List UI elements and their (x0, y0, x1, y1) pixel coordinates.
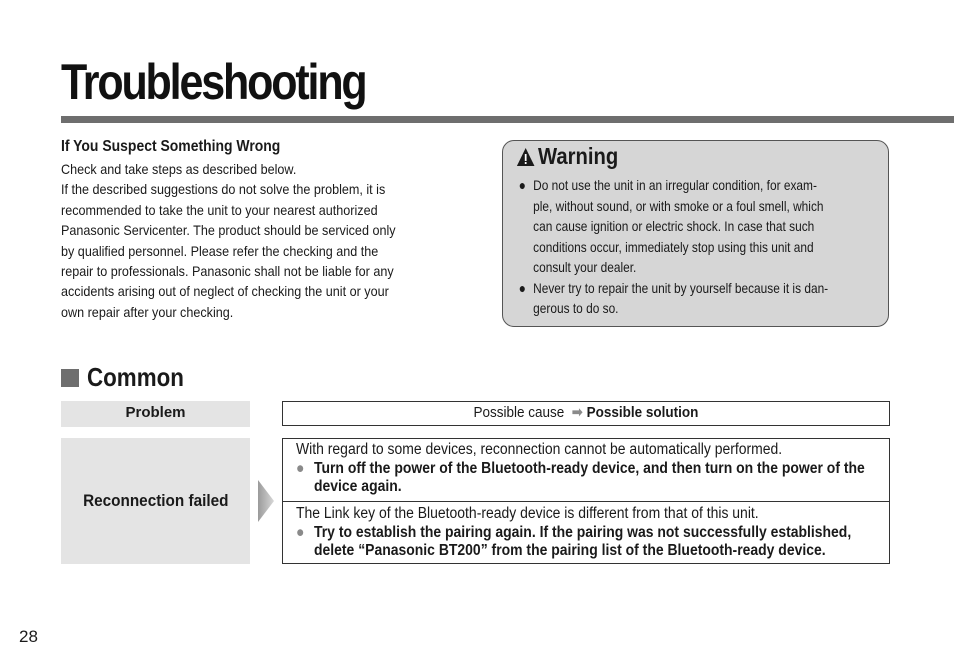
intro-line: If the described suggestions do not solve the problem, it is (61, 181, 386, 198)
possible-solution: ● Try to establish the pairing again. If the pairing was not successfully established, delete “Panasonic BT200” from the pairing list of the Bluetooth-ready device. (296, 523, 852, 559)
bullet-icon: ● (296, 459, 305, 477)
intro-section (61, 137, 441, 322)
solution-column-header (282, 401, 890, 426)
section-heading (61, 362, 200, 393)
problem-column-header: Problem (61, 401, 250, 427)
intro-line: Panasonic Servicenter. The product should be serviced only (61, 222, 396, 239)
solutions-box (282, 438, 890, 564)
solution-row (283, 501, 889, 563)
solution-row (283, 439, 889, 502)
warning-item: ● Do not use the unit in an irregular condition, for exam- ple, without sound, or with smoke or a foul smell, which can cause ignition or electric shock. In case that such conditions occur, immediately stop using this unit and consult your dealer. (518, 177, 824, 275)
problem-label: Reconnection failed (82, 491, 229, 510)
warning-title (516, 143, 618, 170)
intro-text (61, 159, 430, 322)
cause-header-label: Possible cause (473, 404, 565, 421)
intro-line: repair to professionals. Panasonic shall not be liable for any (61, 263, 394, 280)
possible-cause: The Link key of the Bluetooth-ready device is different from that of this unit. (296, 505, 759, 522)
intro-line: recommended to take the unit to your nearest authorized (61, 201, 378, 218)
warning-triangle-icon (516, 147, 535, 167)
page-title: Troubleshooting (61, 54, 366, 110)
warning-list (517, 175, 891, 319)
square-icon (61, 369, 79, 387)
solution-header-label: Possible solution (586, 404, 699, 421)
warning-item: ● Never try to repair the unit by yourself because it is dan- gerous to do so. (518, 279, 829, 316)
intro-heading: If You Suspect Something Wrong (61, 138, 281, 155)
warning-box (502, 140, 889, 327)
title-rule (61, 116, 954, 123)
arrow-right-icon: ➡ (571, 404, 584, 421)
bullet-icon: ● (518, 177, 526, 193)
pointer-arrow-icon (258, 480, 276, 522)
bullet-icon: ● (296, 523, 305, 541)
intro-line: accidents arising out of neglect of checking the unit or your (61, 283, 389, 300)
warning-title-text: Warning (538, 143, 619, 169)
intro-line: by qualified personnel. Please refer the checking and the (61, 242, 379, 259)
section-heading-text: Common (87, 362, 184, 392)
page-number: 28 (19, 627, 38, 646)
possible-cause: With regard to some devices, reconnection cannot be automatically performed. (296, 441, 783, 458)
bullet-icon: ● (518, 279, 526, 296)
problem-cell (61, 438, 250, 564)
intro-line: own repair after your checking. (61, 303, 234, 320)
intro-line: Check and take steps as described below. (61, 161, 297, 177)
possible-solution: ● Turn off the power of the Bluetooth-ready device, and then turn on the power of the device again. (296, 459, 865, 495)
